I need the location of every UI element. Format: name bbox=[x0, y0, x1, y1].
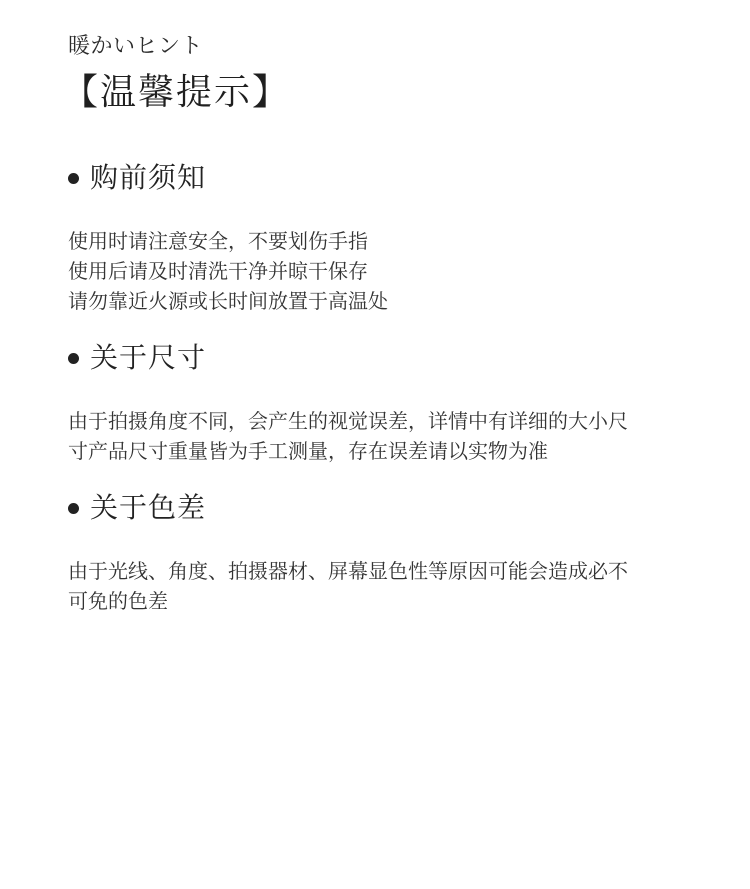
body-line: 由于光线、角度、拍摄器材、屏幕显色性等原因可能会造成必不 bbox=[68, 559, 628, 583]
section-body bbox=[68, 556, 698, 616]
body-line: 请勿靠近火源或长时间放置于高温处 bbox=[68, 289, 388, 313]
section-heading bbox=[68, 338, 698, 378]
section-purchase-notice bbox=[68, 158, 698, 316]
body-line: 可免的色差 bbox=[68, 589, 168, 613]
body-line: 使用后请及时清洗干净并晾干保存 bbox=[68, 259, 368, 283]
section-title: 关于尺寸 bbox=[90, 341, 207, 374]
section-title: 关于色差 bbox=[90, 491, 207, 524]
section-about-size bbox=[68, 338, 698, 466]
section-body bbox=[68, 226, 698, 316]
bullet-dot-icon bbox=[68, 173, 79, 184]
bullet-dot-icon bbox=[68, 353, 79, 364]
section-heading bbox=[68, 158, 698, 198]
section-title: 购前须知 bbox=[90, 161, 207, 194]
page-subtitle: 暖かいヒント bbox=[68, 34, 204, 59]
section-heading bbox=[68, 488, 698, 528]
body-line: 使用时请注意安全，不要划伤手指 bbox=[68, 229, 368, 253]
body-line: 由于拍摄角度不同，会产生的视觉误差，详情中有详细的大小尺 bbox=[68, 409, 628, 433]
page-title: 【温馨提示】 bbox=[62, 72, 291, 113]
section-about-color-difference bbox=[68, 488, 698, 616]
body-line: 寸产品尺寸重量皆为手工测量，存在误差请以实物为准 bbox=[68, 439, 548, 463]
bullet-dot-icon bbox=[68, 503, 79, 514]
section-body bbox=[68, 406, 698, 466]
